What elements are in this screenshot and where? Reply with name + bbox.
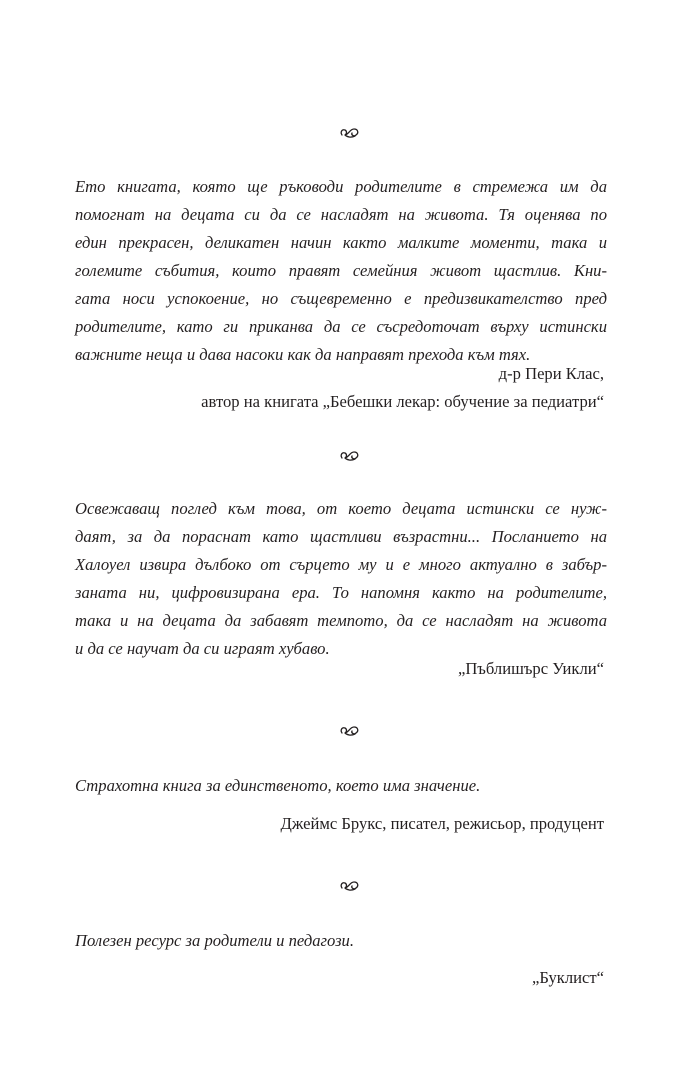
- attribution-line: д-р Пери Клас,: [498, 364, 604, 383]
- quote-4-attribution: [532, 964, 604, 992]
- attribution-line: автор на книгата „Бебешки лекар: обучение за педиатри“: [201, 392, 604, 411]
- quote-line: така и на децата да забавят темпото, да се насладят на живота: [75, 611, 607, 630]
- fleuron-icon: [0, 723, 700, 743]
- quote-line: Полезен ресурс за родители и педагози.: [75, 931, 354, 950]
- quote-4: [75, 927, 607, 955]
- attribution-line: „Пъблишърс Уикли“: [457, 659, 604, 678]
- fleuron-icon: [0, 125, 700, 145]
- quote-1: [75, 173, 607, 369]
- quote-line: гата носи успокоение, но същевременно е предизвикателство пред: [75, 289, 607, 308]
- quote-line: Халоуел извира дълбоко от сърцето му и е много актуално в забър-: [75, 555, 607, 574]
- quote-3-attribution: [281, 810, 604, 838]
- quote-line: родителите, като ги приканва да се съсредоточат върху истински: [75, 317, 607, 336]
- attribution-line: „Буклист“: [532, 968, 604, 987]
- quote-3: [75, 772, 607, 800]
- quote-1-attribution: [201, 360, 604, 416]
- quote-line: един прекрасен, деликатен начин както малките моменти, така и: [75, 233, 607, 252]
- quote-line: и да се научат да си играят хубаво.: [75, 639, 330, 658]
- fleuron-icon: [0, 448, 700, 468]
- quote-line: даят, за да пораснат като щастливи възрастни... Посланието на: [75, 527, 607, 546]
- quote-line: Страхотна книга за единственото, което има значение.: [75, 776, 481, 795]
- quote-line: големите събития, които правят семейния живот щастлив. Кни-: [75, 261, 607, 280]
- fleuron-icon: [0, 878, 700, 898]
- quote-line: заната ни, цифровизирана ера. То напомня както на родителите,: [75, 583, 607, 602]
- attribution-line: Джеймс Брукс, писател, режисьор, продуцент: [280, 814, 604, 833]
- quote-line: Освежаващ поглед към това, от което децата истински се нуж-: [75, 499, 607, 518]
- quote-line: важните неща и дава насоки как да направят прехода към тях.: [75, 345, 531, 364]
- quote-2-attribution: [458, 655, 604, 683]
- quote-2: [75, 495, 607, 663]
- quote-line: помогнат на децата си да се насладят на живота. Тя оценява по: [75, 205, 607, 224]
- quote-line: Ето книгата, която ще ръководи родителите в стремежа им да: [75, 177, 607, 196]
